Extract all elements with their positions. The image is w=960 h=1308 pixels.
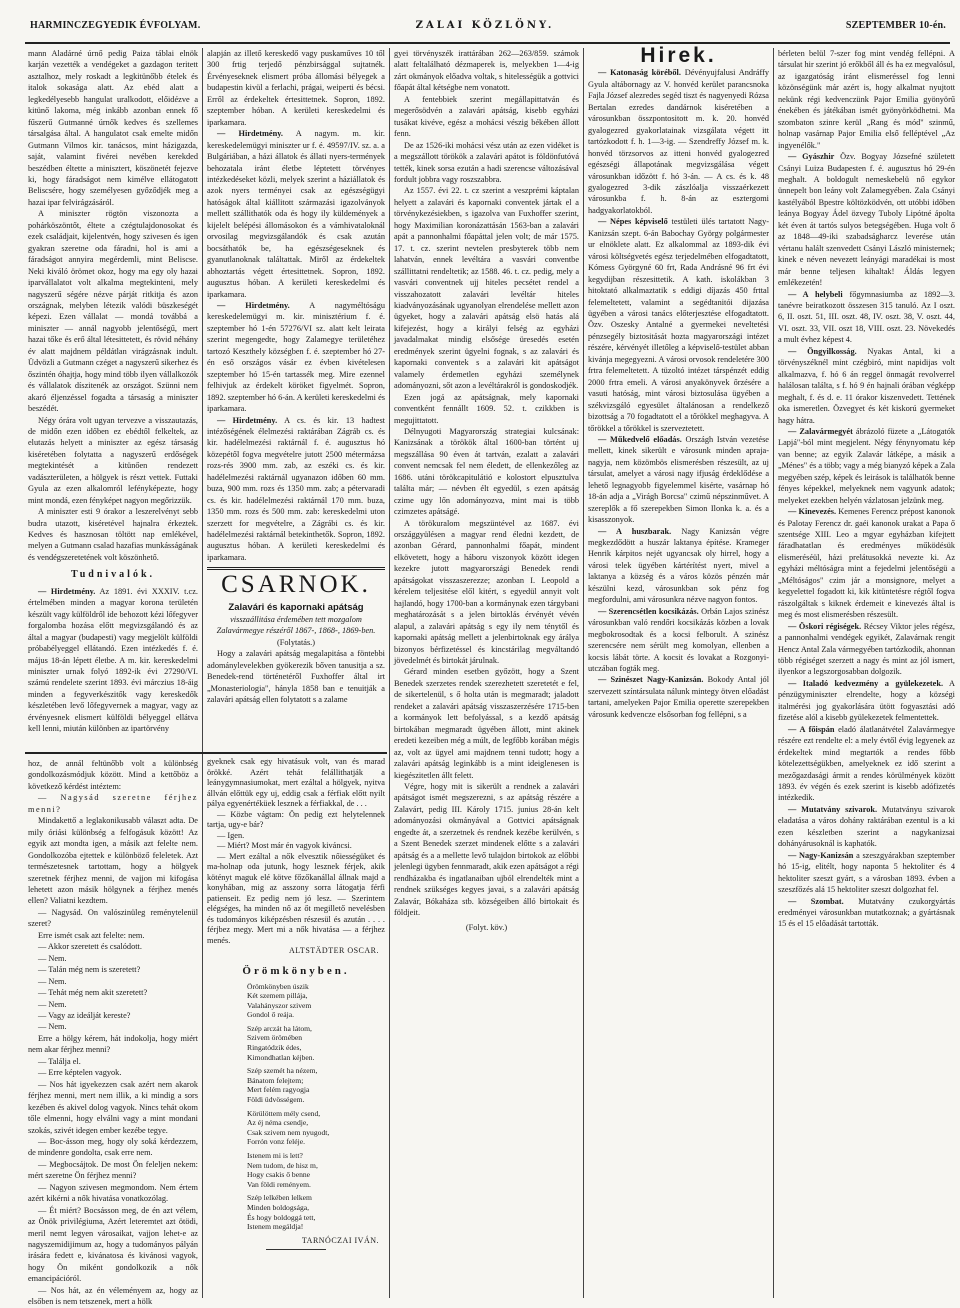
poem-line: Szép arczát ha látom, [247, 1023, 312, 1033]
paragraph [778, 48, 955, 151]
poem-line: Körülöttem mély csend, [247, 1108, 321, 1118]
paragraph [28, 976, 198, 987]
paragraph [28, 1159, 198, 1182]
column-divider [202, 48, 203, 1298]
paragraph-text: Ezen jogá az apátságnak, mely kapornaki conventként fennállt 1609. 52. t. czikkben is megujittatott. [394, 392, 579, 425]
poem-stanza [247, 1193, 385, 1231]
paragraph [28, 1010, 198, 1021]
paragraph-text: — Megbocsájtok. De most Ön feleljen nekem: mért szeretne Ön férjhez menni? [28, 1159, 198, 1181]
paragraph [778, 346, 955, 426]
poem-author: TARNÓCZAI IVÁN. [301, 1235, 379, 1245]
paragraph-text: — Nagysád szeretne férjhez menni? [28, 793, 198, 814]
paragraph [207, 48, 385, 128]
to-be-continued-note: (Folyt. köv.) [465, 923, 508, 933]
column-divider [389, 48, 390, 1298]
paragraph-lead: — Nagy-Kanizsán [788, 850, 854, 860]
paragraph [778, 426, 955, 506]
csarnok-italic-subtitle: visszaállitása érdemében tett mozgalom Zalavármegye részéről 1867-, 1868-, 1869-ben. [216, 614, 376, 636]
paragraph [394, 185, 579, 391]
poem-line: Örömkönyben úszik [247, 981, 309, 991]
paragraph-text: Dévényujfalusi Andráffy Gyula altábornagy az V. honvéd kerület parancsnoka Fajla József alezredes segéd tiszt és nagyenyedi Rózsa Bertalan ezredes dandárnok kiséretében a városunkban összpontositott m. k. 20. honvéd gyalogezred gyakorlatainak vizsgálata végett itt tartózkodott f. h. 1—3-ig. — Szendreffy József m. k. honvéd törzsorvos az itteni honvéd gyalogezred egészségi állapotának megvizsgálása végett városunkban időzött f. hó 3-án. — A cs. és k. 48 gyalogezred 3-dik zászlóalja visszaérkezett városunkba f. h. 8-án az esztergomi hadgyakorlatokból. [588, 68, 769, 215]
paragraph-text: főgymnasiumba az 1892—3. tanévre beiratkozott összesen 315 tanuló. Az I oszt. 6, II. oszt. 51, III. oszt. 48, IV. oszt. 38, V. oszt. 44, VI. oszt. 33, VII. oszt 18, VIII. oszt. 23. Növekedés a mult évhez képest 4. [778, 289, 955, 345]
poem-stanza [247, 1024, 385, 1062]
column-4-hirek [588, 44, 770, 1298]
paragraph-lead: — Műkedvelő előadás. [598, 434, 682, 444]
paragraph-lead: — Szinészet Nagy-Kanizsán. [598, 675, 704, 685]
paragraph-text: Az 1891. évi XXXIV. t.cz. értelmében minden a magyar korona területén készült vagy külföldről ide behozott kézi lőfegyver forgalomba hozása előtt megvizsgálandó és az által a magyar (budapesti) vagy megjelölt külföldi próbabélyeggel ellátandó. Ezen intézkedés f. é. május 18-án lépett életbe. A m. kir. kereskedelmi miniszter urnak folyó 1892-ik évi 27290/VI. számú rendelete szerint 1893. évi márczius 18-áig minden a fegyverkészitők vagy kereskedők készletében levő lőfegyvernek a magyar, vagy az érvényesnek elismert külföldi bélyeggel ellátva kell lenni, miután különben az ipartörvény [28, 586, 198, 734]
paragraph-text: — Tehát még nem akit szeretett? [38, 988, 148, 998]
paragraph-text: Nagy Kanizsán végre megkezdődött a huszár laktanya építése. Krameger Henrik kárpitos nejét ugyancsak oly hirrel, hogy a városi telek ügyében kártérítést nyert, mivel a laktanya a község és a város közös pénzén már készülni kezd, városunkban sok pénz fog megfordulni, ami városunkra nézve nagyon fontos. [588, 526, 769, 605]
poem-line: Minden boldogsága, [247, 1202, 310, 1212]
paragraph [394, 426, 579, 518]
paragraph-text: Hogy a zalavári apátság megalapitása a föntebbi adománylevelekben gyökerezik bőven tanusitja a sz. Benedek-rend történetéről Fuxhoffer által irt „Monasteriologia", hányla 1858 ban e tenuitják a zalavári apátság ellen folytatott s a zalame [207, 649, 385, 705]
end-rule [266, 1249, 326, 1250]
paragraph-text: De az 1526-iki mohácsi vész után az ezen vidéket is a megszállott törökök a zalavári apátot is földönfutóvá tették, kinek sorsa ezután a hadi szerencse változásával fordult jobbra vagy roszszabbra. [394, 140, 579, 184]
paragraph [28, 953, 198, 964]
paragraph-text: — Vagy az ideálját kereste? [38, 1010, 131, 1020]
paragraph-text: — Erre képtelen vagyok. [38, 1068, 122, 1078]
paragraph [28, 48, 198, 208]
paragraph [28, 964, 198, 975]
paragraph [778, 724, 955, 804]
paragraph-text: testületi ülés tartatott Nagy-Kanizsán szept. 6-án Babochay György polgármester ur elnöklete alatt. Ez alkalommal az 1893-dik évi városi költségvetés egész terjedelmében elfogadtatott, Kómess Györgyné 60 frt, Rada Andrásné 96 frt évi kegydijban részesittetik. A kath. iskolákban 3 hitoktató alkalmaztatik s eddigi díjazás 450 frttal felemeltetett, valamint a segédtanitói dijazása ügyében a városi tanács előterjesztése elfogadtatott. Özv. Oszesky Antalné a gyermekei neveltetési pénzsegély biztositását hozta magyarországi intézet részére, kérvényét illetőleg a képviselő-testület abban kivánja megegyezni. A városi orvosok rendeletére 300 frtra felemeltetett. A tüzoltó intézet társpénzét eddig 2000 frtra emeli. A városi anyakönyvek őrzésére a vasuti hatóság, mint városi biztosulása ügyében a székvizsgáló egyesület általánosan a rendelkező bizottság a 70 fogadtatott el a tőrökkel meghagyva. A tőrökkel a tőrökkel is szerveztetett. [588, 217, 769, 433]
csarnok-body [207, 648, 385, 705]
paragraph-text: Gérard minden esetben győzött, hogy a Szent Benedek szerzetes rendek szerezhetett szeretetét e fel, de sikertelenül, s ő holta után is megmaradt; jaladott rendeket a zalavári apátság visszaszerzésére 1715-ben a kormányok lett befolyással, s a kezdő apátság birtokában megmaradt ügyében állott, mint akinek eredeti kezeiben még a múlt, de legfőbb korában mégis az, volt az ügyel ami majdnem tenni tudott; hogy a zalavári apátság leginkább is a mint ideiglenesen is kiegészitetlen állt felett. [394, 667, 579, 780]
paragraph [778, 850, 955, 896]
paragraph [28, 815, 198, 907]
paragraph [588, 216, 769, 434]
feuilleton-column-1 [28, 758, 198, 1307]
paragraph-text: bérleten belül 7-szer fog mint vendég fellépni. A társulat hir szerint jó erőkből áll és ha ez megvalósul, az igazgatóság iránt elismeréssel fog lenni közönségünk már azért is, hogy alkalmat nyujtott nekünk régi kedvenczünk Pajor Emilia gyönyörű énekében és játékában ismét gyönyörködhetni. Ma szombaton szinre kerül „Rang és mód" szinmű, holnap vasárnap Pajor Emilia első felléptével „Az ingyenélők." [778, 49, 955, 150]
paragraph-text: — Nagyon szivesen megmondom. Nem értem azért kikérni a nők hivatása vonatkozólag. [28, 1182, 198, 1204]
paragraph-text: — Miért? Most már én vagyok kiváncsi. [217, 841, 352, 850]
poem-stanza [247, 1066, 385, 1104]
paragraph-lead: — A huszbarak. [598, 526, 672, 536]
paragraph-text: A miniszter esti 9 órakor a leszerelvényt sebb budra utazott, kiséretével hajnalra érkeztek. Kedves és hasznosan töltött nap emlékével, melyen a Gutmann csalad hazafias munkásságának és vendégszeretetének volt köszönhető. [28, 507, 198, 562]
paragraph [394, 94, 579, 140]
paragraph-lead: — Hirdetmény. [217, 415, 278, 425]
poem-line: Bánatom felejtem; [247, 1075, 304, 1085]
column-1-article [28, 48, 198, 748]
paragraph [207, 415, 385, 564]
paragraph [394, 392, 579, 426]
paragraph [28, 1182, 198, 1205]
hirek-body [588, 67, 769, 720]
paragraph [28, 987, 198, 998]
poem-line: Csak szivem nem nyugodt, [247, 1127, 330, 1137]
paragraph [207, 852, 385, 947]
paragraph-text: Mindakettő a leglakonikusabb választ adta. De mily óriási különbség a felfogásuk között! Az egyik azt mondta igen, a másik azt felelte nem. Gondolkozóba ejtettek e különböző feleletek. Azt természetesnek tartottam, hogy a hölgyek szeretnek férjhez menni, de vajjon mi kifogása lehetett azon másik hölgynek a férjhez menés ellen? Valiatni kezdtem. [28, 816, 198, 906]
paragraph-text: — Nem. [38, 1022, 67, 1032]
paragraph [28, 208, 198, 414]
paragraph-lead: — Népes képviselő [598, 217, 668, 227]
paragraph [207, 810, 385, 831]
paragraph-lead: — Hirdetmény. [217, 300, 290, 310]
poem-body [207, 982, 385, 1232]
paragraph-text: A törökuralom megszüntével az 1687. évi országgyülésen a magyar rend éledni kezdett, de azonban Gérard, pannonhalmi főapát, mindent elkövetett, hogy a háboru viszonyok között idegen kezekre jutott magyarországi Benedek rendi apátságokat visszaszerezze; azonban I. Leopold a kérelem teljesitése elől kitért, s egyedül annyit volt hajlandó, hogy 1700-ban a kormánynak ezen tárgybani meghatározását s a jelen birtoklás érvényét vévén alapul, a zalavári apátság s egy ily nem ténytől és kapornaki apátság mellett a jelenbirtoknak egy árálya bizonyos bérfizetéssel és kincstárilag megváltandó jövedelmét és birtokát járulnak. [394, 518, 579, 666]
paragraph-text: — Nagysád. On valószinüleg reménytelenül szeret? [28, 907, 198, 929]
poem-line: És hogy boldoggá tett, [247, 1212, 316, 1222]
paragraph-text: A nagyméltóságu kereskedelemügyi m. kir. minisztérium f. é. szeptember hó 1-én 57276/VI sz. alatt kelt leirata szerint megengedte, hogy Zalamegye területéhez tartozó Keszthely községben f. é. szeptember hó 27-én eső országos vásár ez évben kivételesen szeptember hó 15-én tartassék meg. Mire ezennel felhivjuk az érdekelt köröket figyelmét. Sopron, 1892. szeptember hó 6-án. A kerületi kereskedelmi és iparkamara. [207, 300, 385, 414]
paragraph [28, 1067, 198, 1078]
paragraph [207, 841, 385, 852]
paragraph-text: A nagym. m. kir. kereskedelemügyi miniszter ur f. é. 49597/IV. sz. a. a Bulgáriában, a házi állatok és állati nyers-termények behozatala iránt életbe léptetett törvényes intézkedéseket közli, melyek szerint a háziállatok és azok nyers terményei csak az egészségügyi hatóságok által kiállitott származási igazolványok mellett szállithatók oda és hogy ily küldemények a kijelelt belépési állomásokon és a vámhivataloknál orvosilag megvizsgálandók és csak azután bocsáthatók be, ha egészségeseknek és gyanutlanoknak találtattak. Miről az érdekeltek abhoztartás végett értesittetnek. Sopron, 1892. augusztus hóban. A kerületi kereskedelmi és iparkamara. [207, 129, 385, 299]
paragraph-text: hoz, de annál feltünőbb volt a különbség gondolkozásmódjuk között. Mind a kettőböz a következő kérdést intéztem: [28, 759, 198, 791]
paragraph-lead: — Szombat. [788, 896, 844, 906]
paragraph-text: Orbán Lajos szinész városunkban való rendőri kocsikázás közben a lovak megbokrosodtak és a kocsi felborult. A szinész szerencsére nem sérült meg komolyan, ellenben a kocsis lábát törte. A kocsit és lovakat a Rozgonyi-utczában fogták meg. [588, 606, 769, 674]
poem-line: Nem tudom, de hisz m, [247, 1160, 318, 1170]
paragraph-lead: — A helybeli [788, 289, 843, 299]
paragraph-lead: — Katonaság köréből. [598, 68, 681, 78]
paragraph-text: mann Aladárné úrnő pedig Paiza táblai elnök karján vezették a vendégeket a gazdagon teritett asztalhoz, mely roskadt a legkitünőbb ételek és italok sokasága alatt. Az ebéd alatt a legkedélyesebb hangulat uralkodott, előidézve a kitünő lakoma, még inkább azonban ennek fő fűszerű Gutmanné úrnők kedves és szellemes társalgása által. A hangulatot csak emelte midőn Gutmann Vilmos kir. tanácsos, mint házigazda, saját, valamint fivérei nevében kerekded beszédben éltette a minisztert, köszönetét fejezve ki, hogy fáradságot nem kimélve ellátogatott Beliscsére, hogy személyesen győződjék meg a hazai ipar felvirágzásáról. [28, 49, 198, 207]
poem-line: Szép szemét ha nézem, [247, 1066, 318, 1076]
poem-line: Valahányszor szivem [247, 1000, 312, 1010]
paragraph-lead: — Zalavármegyét [788, 426, 853, 436]
paragraph-text: A miniszter rögtön viszonozta a pohárköszöntőt, éltete a czégtulajdonosokat és ezek családjait, kijelentvén, hogy szivesen és igen gyakran szeretne oda fáradni, hol is ami a fáradságot annyira megérdemli, mint Beliscse. Neki kiváló örömet okoz, hogy ma egy oly hazai iparvállalatot volt alkalma megtekinteni, mely nagyszerű ségére nézve párját ritkitja és azon országnak, melyben létezik valódi büszkeségét képezi. Ezen vállalat — mondá továbbá a miniszter — annál nagyobb jelentőségű, mert hazai tőke és erő által létesittetett, és rövid néhány év alatt majdnem példátlan virágzásnak indult. Üdvözli a Gutmann czéget a nagyszerű sikerhez és őszintén óhajtja, hogy mind több ilyen vállalkozók és vállalatok díszitenék az országot. Szünni nem akaró éljenzéssel fogadta a társaság a miniszter beszédét. [28, 209, 198, 414]
paragraph-text: Négy órára volt ugyan tervezve a visszautazás, de midőn ezen időben ez ebédtől felkeltek, az elutazás helyett a miniszter az egész társaság kiséretében folytatta a nagyszerű erdőségek megtekintését a kitünően rendezett vadászterületen, a hölgyek is részt vettek. Futtaki Gyula az ezen alkalomról lefényképezte, hogy mint mondá, ezen fényképet nagyon megőrizzük. [28, 415, 198, 505]
paragraph [394, 48, 579, 94]
paragraph [207, 128, 385, 300]
notices-body [207, 48, 385, 563]
paragraph [28, 415, 198, 507]
paragraph [778, 678, 955, 724]
poem-line: Istenem megáldja! [247, 1222, 304, 1232]
paragraph-text: A cs. és kir. 13 hadtest intézőségének élelmezési raktárában Zágráb cs. és kir. hadélelmezési raktárnál f. é. augusztus hó közepétől fogva megvételre jutott 2500 métermázsa rozs-rés 3900 mm. zab, az eszéki cs. és kir. hadélelmezési raktárnál ugyanazon időben 60 mm. buza, 900 mm. rozs és 1350 mm. zab; a pétervaradi cs. és kir. hadélelmezési raktárnál 170 mm. buza, 1350 mm. rozs és 500 mm. zab: kereskedelmi uton szerzett for megvételre, a Zágrábi cs. és kir. hadélelmezési raktárnál betekinthetők. Sopron, 1892. augusztus hóban. A kerületi kereskedelmi és iparkamara. [207, 415, 385, 562]
paragraph [28, 941, 198, 952]
paragraph-text: — Nos hát igyekezzen csak azért nem akarok férjhez menni, mert nem illik, a ki mindig a sors kezében és akivel dolog vagyok. Nincs tehát okom tőle elmenni, hogy elválni vagy a mint mondani szokás, szivét idegen ember kezébe tegye. [28, 1079, 198, 1135]
poem-line: Mert felém ragyogja [247, 1085, 310, 1095]
paragraph-lead: — Gyászhir [788, 152, 835, 162]
paragraph-text: a szeszgyárakban szeptember hó 15-ig, elitélt, hogy naponta 5 hektoliter és 4 hektoliter szeszt gyárt, s a városban 1893. évben a szeszfőzés alá 15 hektoliter szeszt dolgozhat fel. [778, 850, 955, 895]
paragraph-text: Mutatvány czukorgyártás eredményei városunkban mutatkoznak; a gyártásnak 15 és el 15 előadását tartották. [778, 896, 956, 929]
paragraph-text: — Igen. [217, 830, 245, 840]
poem-line: Forrón vonz feléje. [247, 1137, 305, 1147]
paragraph-lead: — Hirdetmény. [217, 129, 283, 139]
paragraph-text: Mutatványu szivarok eladatása a város dohány raktárában ezentul is a ki ezen készletben szerint a nagykanizsai dohányárusoknál is kaphatók. [778, 804, 955, 849]
paragraph-text: — Boc-ásson meg, hogy oly soká kérdezzem, de mindenre gondolta, csak erre nem. [28, 1136, 198, 1158]
poem-line: Szivem örömében [247, 1033, 303, 1043]
paragraph [394, 518, 579, 667]
csarnok-continued-note: (Folytatás.) [276, 637, 316, 647]
section-heading-csarnok: CSARNOK. [207, 567, 385, 600]
poem-line: Az éj néma csendje, [247, 1118, 309, 1128]
paragraph-lead: — A főispán [788, 724, 835, 734]
paragraph-text: — Nem. [38, 999, 67, 1009]
paragraph-text: — Találja el. [38, 1056, 81, 1066]
paragraph-text: — Ét miért? Bocsásson meg, de én azt vélem, az Önök privilégiuma, Azért leteremtet azt ötödi, meril nemt legyen városaikat, vajjon lehet-e az nagyszemidijimum az, hogy a tudományos pályán irására fedett e, kivánatosa és kivánosi vagyok, hogy Ön miként gondolkozik a nők emancipációról. [28, 1205, 198, 1284]
paragraph [28, 907, 198, 930]
poem-line: Földi üdvösségem. [247, 1095, 305, 1105]
paragraph-lead: — Mutatvány szivarok. [788, 804, 878, 814]
paragraph-text: eladó álatlanátvétel Zalavármegye részére ezt rendelte el: a mely évtől évig legyenek az érdekeltek mind megtartók a rendes főbb kötelezettségükben, amelyeknek ez idő szerint a mezőgazdasági ármit a rendes körülmények között 1893. év végén és ezek szerint is kisebb adófizetés intézkedik. [778, 724, 955, 803]
column-2-notices [207, 48, 385, 748]
paragraph [588, 674, 769, 720]
tudnivalok-body [28, 586, 198, 735]
paragraph [778, 289, 955, 346]
paragraph [28, 930, 198, 941]
poem-line: Ringatódzik édes, [247, 1043, 302, 1053]
paragraph-text: — Talán még nem is szeretett? [38, 965, 141, 975]
column-5-hirek-continued [778, 48, 955, 1298]
csarnok-subtitle: Zalavári és kapornaki apátság [228, 602, 364, 614]
poem-line: Gondol ő reája. [247, 1010, 295, 1020]
paragraph-lead: — Kinevezés. [788, 507, 837, 517]
paragraph-text: Kemenes Ferencz prépost kanonok és Palotay Ferencz dr. gaéi kanonok urakat a Papa ő szentsége XIII. Leo a mgyar egyházban kifejtett fáradhatatlan és eredményes működésük elismeréséül, házi prelátusokká nevezte ki. Az egyházi méltóságra mint a fejedelmi jelentőségü a „Méltóságos" czim jár a monsignore, melyet a kegyelettel fogadott ki, kik kitüntetésre régtől fogva rászolgáltak s kiknek érdemeit e kinevezés által is meg és most elismerésben részesült. [778, 507, 955, 620]
section-heading-tudnivalok: Tudnivalók. [70, 569, 156, 581]
paragraph-text: Récsey Viktor jeles régész, a pannonhalmi vendégek egyikét, Zalavárnak rengit Hencz Antal Zala vármegyében tartózkodik, ahonnan több régiséget szerzett a nagy és mint az jól ismert, ilyenkor a legszorgosabban dolgozik. [778, 621, 955, 677]
poem-stanza [247, 982, 385, 1020]
paragraph-text: Országh István vezetése mellett, kinek sikerült e városunk minden apraja-nagyja, nem közömbös elismerésben részesült, az uj társulat, amelyet a városi nagy ifjuság érdeklődése a lehető legnagyobb figyelemmel kisérte, vasárnap hó 18-án adja a „Virágh Borcsa" czimű népszinművet. A szereplők a fő szerepekben Simon Ilonka k. a. és a kisasszonyok. [588, 434, 769, 525]
paragraph-text: Bokody Antal jól szervezett színtársulata nálunk mintegy ötven előadást tartani, amelyeken Pajor Emilia operette szerepekben városunk kedvencze elsősorban fog fellépni, s a [588, 675, 770, 719]
article-body [28, 48, 198, 563]
paragraph-text: A pénzügyminiszter elrendelte, hogy a községi italmérési jog gyakorlására ütött fogyasztási adó fizetése alól a kisebb gyülekezetek felmentettek. [778, 678, 956, 723]
paragraph [207, 648, 385, 705]
paragraph [588, 606, 769, 675]
column-divider [583, 48, 584, 1298]
paragraph [28, 999, 198, 1010]
article-body [394, 48, 579, 918]
paragraph-text: Nyakas Antal, ki a törvényszéknél mint czégbiró, mint napidijas volt alkalmazva, f. hó 6 án reggel önmagát revolverrel halálosan találta, s f. hó 9 én hajnali órában végképp meghalt, f. és d. e. 11 órakor kiszenvedett. Tettének oka ismeretlen. Özvegyet és két kiskorú gyermeket hagy hátra. [778, 346, 955, 425]
paragraph [207, 757, 385, 810]
feuilleton-column-2 [207, 757, 385, 1300]
paragraph [778, 804, 955, 850]
paragraph [778, 621, 955, 678]
paragraph [28, 506, 198, 563]
poem-line: Két szemem pillája, [247, 991, 308, 1001]
paragraph-text: — Nem. [38, 976, 67, 986]
paragraph-text: Az 1557. évi 22. t. cz szerint a veszprémi káptalan helyett a zalavári és kapornaki conventek jártak el a törvénykezésiekben, s igazolva van Fuxhoffer szerint, hogy Maximilian koronázattásán 1563-ban a zalavári apát a pannonhalmi főapáttal jelen volt; de már 1575. 17. t. cz. szerint nevtelen presbyterek több nem lahatván, ennek levéltára a vasvári conventbe szállittatni rendeltetik; az 1588. 46. t. cz. pedig, mely a vasvári conventnek ujj hiteles pecsétet rendel a visszahozatott zalavári levéltár hiteles kiadványozásának ugyanolyan elrendelése mellett azon ügyeket, hogy a zalavári apátság elsö hatás alá kifejezést, hogy a királyi felség az egyházi javadalmakat mindig elsősége üresedés esetén eredmények szerint ügyelni fognak, s az zalavári és kapornaki conventek s a zalavári kit apátságot valamely érdemetlen egyházi személynek adományozni, sőt azon a levéltárakról is gondoskodjék. [394, 186, 579, 391]
paragraph-text: Erre ismét csak azt felelte: nem. [38, 930, 145, 940]
paragraph [394, 666, 579, 781]
paragraph [28, 1136, 198, 1159]
paragraph-text: Végre, hogy mit is sikerült a rendnek a zalavári apátságot ismét megszerezni, s az apátság részére a Zalavárt, pedig III. Károly 1715. junius 28-án kelt adományozási okmányával a Gottvici apátságnak engedte át, a szerzetnek és rendnek kezébe kerülvén, s a Szent Benedek szerzet mindenek előtte s a zalavári apátság és a a mellette levő tulajdon birtokok az előbbi jelenlegi ügyben fennmaradt, akik ezen apátságot a régi rendházakba és ingatlanaiban ujból elrendelték mint a rendnek szükséges kegyes javai, s a zalavári apátság Zalavár, Bókaháza stb. községeiben álló birtokait és földjeit. [394, 782, 579, 917]
paragraph [588, 67, 769, 216]
paragraph [28, 792, 198, 815]
paragraph-text: — Nem. [38, 953, 67, 963]
poem-title: Örömkönyben. [242, 964, 350, 977]
paragraph [394, 781, 579, 918]
section-heading-hirek: Hirek. [640, 44, 717, 67]
running-header-volume: HARMINCZEGYEDIK ÉVFOLYAM. [30, 20, 201, 31]
paragraph-lead: — Szerencsétlen kocsikázás. [598, 606, 699, 616]
feuilleton-author: ALTSTÄDTER OSCAR. [289, 946, 379, 955]
column-divider [773, 48, 774, 1298]
paragraph [28, 1021, 198, 1032]
running-header-date: SZEPTEMBER 10-én. [845, 20, 946, 31]
column-3-csarnok-continued [394, 48, 579, 1298]
paragraph-text: — Nos hát, az én véleményem az, hogy az elsőben is nem tetszenek, mert a hölk [28, 1285, 198, 1307]
header-rule [25, 42, 950, 44]
paragraph-lead: — Hirdetmény. [38, 586, 96, 596]
paragraph-text: ábrázoló füzete a „Látogatók Lapjá"-ból mint megjelent. Négy fénynyomatu kép van benne; az egyik Zalavár látképe, a másik a „Ménes" és a több; vagy a még bianyzó képek a Zala megyében szép, képek és leirások is találhatók benne fényes képekkel, melyeknek nem vagyunk adatok; melyeket ezekben helyén vázlatosan jelzünk meg. [778, 426, 956, 505]
poem-line: Szép lelkében lelkem [247, 1193, 312, 1203]
paragraph [28, 1205, 198, 1285]
poem-line: Van földi reményem. [247, 1179, 311, 1189]
poem-stanza [247, 1109, 385, 1147]
paragraph-text: Délnyugoti Magyarország strategiai kulcsának: Kanizsának a törökök által 1600-ban történt uj megszállása 90 éven át tartván, ezalatt a zalavári convent nemcsak fel nem éledett, de ellenkezőleg az 1686. utáni törökcapitulátió e kolostort elpusztulva találta már; — névben élt egyedül, s ezen apátság czime ugy lőn adományozva, mint mai is több czimzetes apátságé. [394, 426, 579, 517]
paragraph [207, 831, 385, 842]
paragraph [778, 151, 955, 288]
paragraph [394, 140, 579, 186]
paragraph-text: Özv. Bogyay Józsefné született Csányi Luiza Budapesten f. é. augusztus hó 29-én meghalt. A boldogult nemeskebelü nő egykor ünnepelt bon leány volt Zalamegyében. Zala Csányi kastélyából Bpestre költözködvén, ott utóbbi időben leánya Bogyay Ádel özvegy Tuboly Lipótné ápolta két éven át tartós sulyos betegségében. Huga volt ő az 1848—49-iki szabadságharcz leverése után vértanu halált szenvedett Csányi László ministernek; kinek e néven nevezett leányági maradékai is most már benne teljesen kihaltak! Áldás legyen emlékezetén! [778, 152, 955, 288]
paragraph-text: — Közbe vágtam: Ön pedig ezt helytelennek tartja, ugy-e bár? [207, 809, 385, 829]
masthead-title: ZALAI KÖZLÖNY. [415, 20, 555, 31]
paragraph [207, 300, 385, 415]
feuilleton-rule [25, 752, 387, 754]
poem-line: Kimondhatlan kéjben. [247, 1052, 315, 1062]
paragraph [28, 1033, 198, 1056]
paragraph [588, 526, 769, 606]
paragraph-text: gyei törvényszék irattárában 262—263/859. számok alatt feltalálható dézmaperek is, melyekben 1—4-ig zárt okmányok előadva voltak, s hitelességük a gottvici főapát által kétségbe nem vonatott. [394, 49, 579, 93]
paragraph [28, 1056, 198, 1067]
paragraph-text: gyeknek csak egy hivatásuk volt, van és marad örökké. Azért tehát felállithatják a leánygymnasiumokat, mert ezáltal a hölgyek, nyitva állván előttük egy uj, eddig csak a férfiak előtt nyilt pálya egyenértéküek lesznek a férfiakkal, de . . . [207, 757, 385, 808]
paragraph-lead: — Öskori régiségek. [788, 621, 862, 631]
paragraph [588, 434, 769, 526]
poem-line: Istenem mi is lett? [247, 1151, 303, 1160]
paragraph [28, 586, 198, 735]
paragraph-text: A fentebbiek szerint megállapittatván és megerősödvén a zalavári apátság, kisebb egyházi tusákat kivéve, egész a mohácsi vészig békében állott fenn. [394, 94, 579, 139]
paragraph-text: Erre a hölgy kérem, hát indokolja, hogy miért nem akar férjhez menni? [28, 1033, 198, 1055]
paragraph-lead: — Italadó kedvezmény a gyülekezetek. [788, 678, 944, 688]
paragraph [778, 896, 955, 930]
paragraph-lead: — Öngyilkosság. [788, 346, 857, 356]
paragraph [28, 1079, 198, 1136]
paragraph-text: — Mert ezáltal a nők elvesztik nőiességüket és ma-holnap oda jutunk, hogy lesznek férjek, akik kötényt maguk elé kötve főzőkanállal állnak majd a konyhában, mig az asszony sorra látogatja férfi patienseit. Ez pedig nem jó lesz. — Szerintem elégséges, ha minden nő az őt megillető nevelésben és tudományos kiképzésben részesül és azután . . . . férjbez megy. Mert mi a nők hivatása — a férjhez menés. [207, 851, 385, 945]
paragraph-text: — Akkor szeretett és csalódott. [38, 942, 142, 952]
poem-line: Hogy csakis ő benne [247, 1170, 311, 1180]
paragraph [778, 506, 955, 621]
paragraph-text: alapján az illető kereskedő vagy puskaműves 10 től 300 frtig terjedő pénzbirsággal sujtatnék. Érvényeseknek elismert próba állomási bélyegek a budapestin kivül a ferlachi, prágai, weiperti és bécsi. Erről az érdekeltek értesittetnek. Sopron, 1892. szeptember hóban. A kerületi kereskedelmi és iparkamara. [207, 49, 385, 127]
poem-stanza [247, 1151, 385, 1189]
paragraph [28, 1285, 198, 1308]
paragraph [28, 758, 198, 792]
feuilleton-body [207, 757, 385, 946]
